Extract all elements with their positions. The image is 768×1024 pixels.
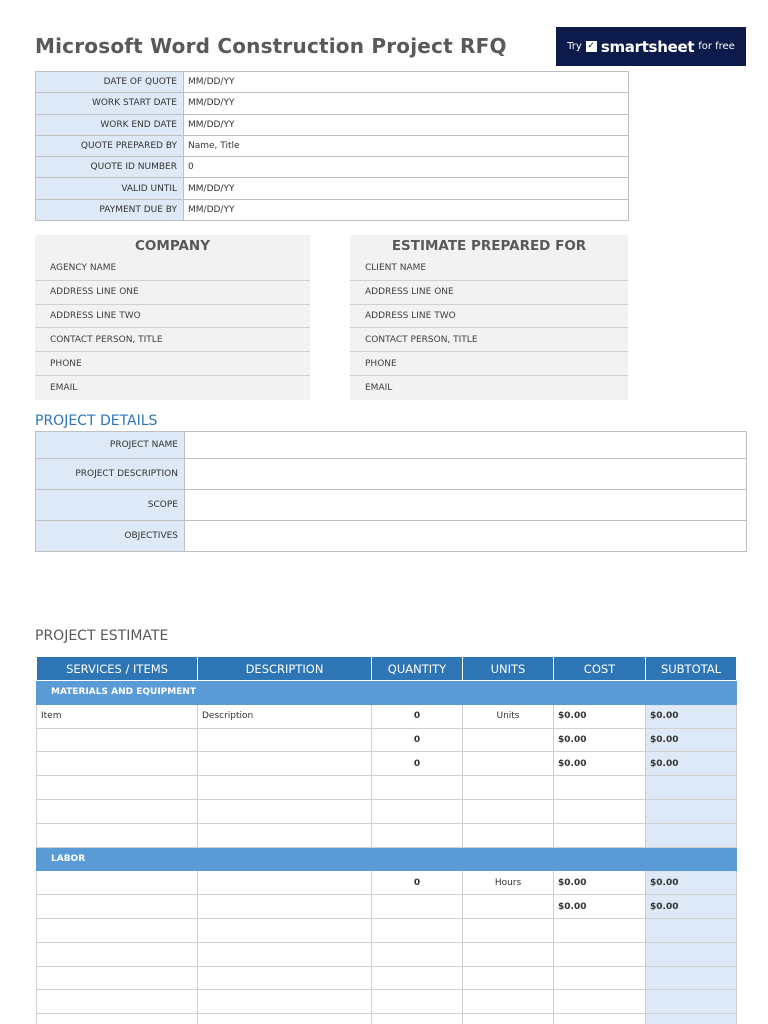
project-detail-row <box>36 459 747 490</box>
estimate-subtotal-cell[interactable] <box>646 799 737 823</box>
estimate-units-cell[interactable] <box>463 799 554 823</box>
quote-info-label: VALID UNTIL <box>36 178 184 199</box>
estimate-units-cell[interactable] <box>463 942 554 966</box>
estimate-cost-cell[interactable] <box>554 966 646 990</box>
project-detail-row <box>36 490 747 521</box>
estimate-quantity-cell[interactable]: 0 <box>372 728 463 752</box>
project-detail-value[interactable] <box>185 490 747 521</box>
estimate-quantity-cell[interactable]: 0 <box>372 704 463 728</box>
estimate-quantity-cell[interactable] <box>372 966 463 990</box>
estimate-item-cell[interactable] <box>37 895 198 919</box>
company-heading: COMPANY <box>135 238 210 254</box>
estimate-item-cell[interactable] <box>37 1014 198 1024</box>
estimate-section-row <box>37 847 737 871</box>
estimate-item-cell[interactable] <box>37 966 198 990</box>
estimate-subtotal-cell[interactable] <box>646 966 737 990</box>
estimate-item-cell[interactable] <box>37 942 198 966</box>
prepared-for-field[interactable]: PHONE <box>350 352 628 376</box>
quote-info-value[interactable]: MM/DD/YY <box>184 93 629 114</box>
estimate-section-label: LABOR <box>37 847 737 871</box>
estimate-row <box>37 776 737 800</box>
estimate-quantity-cell[interactable] <box>372 895 463 919</box>
project-estimate-heading: PROJECT ESTIMATE <box>35 628 169 644</box>
estimate-description-cell[interactable] <box>198 752 372 776</box>
quote-info-label: WORK END DATE <box>36 114 184 135</box>
banner-brand: smartsheet <box>600 37 695 56</box>
estimate-units-cell[interactable] <box>463 966 554 990</box>
project-detail-label: PROJECT DESCRIPTION <box>36 459 185 490</box>
prepared-for-field[interactable]: ADDRESS LINE TWO <box>350 305 628 329</box>
estimate-units-cell[interactable] <box>463 990 554 1014</box>
quote-info-value[interactable]: MM/DD/YY <box>184 114 629 135</box>
estimate-row <box>37 728 737 752</box>
estimate-subtotal-cell[interactable]: $0.00 <box>646 752 737 776</box>
estimate-row <box>37 799 737 823</box>
estimate-row <box>37 752 737 776</box>
estimate-quantity-cell[interactable] <box>372 942 463 966</box>
estimate-column-header: SERVICES / ITEMS <box>37 657 198 681</box>
quote-info-row <box>36 114 629 135</box>
estimate-units-cell[interactable] <box>463 823 554 847</box>
smartsheet-banner[interactable] <box>556 27 746 66</box>
page-title: Microsoft Word Construction Project RFQ <box>35 34 507 58</box>
project-detail-label: OBJECTIVES <box>36 521 185 552</box>
estimate-cost-cell[interactable]: $0.00 <box>554 752 646 776</box>
estimate-subtotal-cell[interactable] <box>646 776 737 800</box>
project-detail-value[interactable] <box>185 459 747 490</box>
estimate-cost-cell[interactable] <box>554 776 646 800</box>
estimate-description-cell[interactable] <box>198 966 372 990</box>
prepared-for-field[interactable]: EMAIL <box>365 382 393 393</box>
estimate-cost-cell[interactable] <box>554 823 646 847</box>
estimate-quantity-cell[interactable] <box>372 990 463 1014</box>
estimate-units-cell[interactable] <box>463 752 554 776</box>
estimate-units-cell[interactable]: Units <box>463 704 554 728</box>
estimate-column-header: SUBTOTAL <box>646 657 737 681</box>
quote-info-value[interactable]: Name, Title <box>184 135 629 156</box>
estimate-units-cell[interactable] <box>463 728 554 752</box>
estimate-subtotal-cell[interactable] <box>646 918 737 942</box>
prepared-for-field[interactable]: CLIENT NAME <box>350 257 628 281</box>
quote-info-value[interactable]: MM/DD/YY <box>184 199 629 220</box>
estimate-item-cell[interactable] <box>37 990 198 1014</box>
estimate-cost-cell[interactable] <box>554 799 646 823</box>
estimate-subtotal-cell[interactable] <box>646 990 737 1014</box>
estimate-cost-cell[interactable] <box>554 1014 646 1024</box>
banner-free-label: for free <box>698 41 735 52</box>
estimate-description-cell[interactable] <box>198 823 372 847</box>
project-detail-label: SCOPE <box>36 490 185 521</box>
estimate-section-row <box>37 681 737 705</box>
estimate-subtotal-cell[interactable]: $0.00 <box>646 895 737 919</box>
estimate-row <box>37 918 737 942</box>
quote-info-row <box>36 93 629 114</box>
estimate-units-cell[interactable]: Hours <box>463 871 554 895</box>
estimate-row <box>37 942 737 966</box>
estimate-row <box>37 871 737 895</box>
estimate-quantity-cell[interactable] <box>372 1014 463 1024</box>
estimate-column-header: QUANTITY <box>372 657 463 681</box>
estimate-quantity-cell[interactable]: 0 <box>372 752 463 776</box>
estimate-description-cell[interactable] <box>198 728 372 752</box>
estimate-quantity-cell[interactable] <box>372 918 463 942</box>
estimate-column-header: DESCRIPTION <box>198 657 372 681</box>
estimate-subtotal-cell[interactable]: $0.00 <box>646 728 737 752</box>
estimate-cost-cell[interactable] <box>554 990 646 1014</box>
estimate-item-cell[interactable] <box>37 752 198 776</box>
project-detail-row <box>36 432 747 459</box>
project-detail-value[interactable] <box>185 521 747 552</box>
estimate-row <box>37 1014 737 1024</box>
estimate-item-cell[interactable] <box>37 918 198 942</box>
estimate-quantity-cell[interactable] <box>372 776 463 800</box>
estimate-cost-cell[interactable]: $0.00 <box>554 728 646 752</box>
quote-info-label: DATE OF QUOTE <box>36 72 184 93</box>
estimate-description-cell[interactable] <box>198 990 372 1014</box>
prepared-for-field[interactable]: CONTACT PERSON, TITLE <box>350 328 628 352</box>
estimate-subtotal-cell[interactable] <box>646 1014 737 1024</box>
estimate-item-cell[interactable] <box>37 871 198 895</box>
prepared-for-block <box>350 235 628 400</box>
project-detail-value[interactable] <box>185 432 747 459</box>
company-field[interactable]: EMAIL <box>50 382 78 393</box>
quote-info-row <box>36 199 629 220</box>
estimate-row <box>37 895 737 919</box>
quote-info-row <box>36 72 629 93</box>
estimate-column-header: UNITS <box>463 657 554 681</box>
quote-info-value[interactable]: MM/DD/YY <box>184 178 629 199</box>
quote-info-row <box>36 157 629 178</box>
estimate-cost-cell[interactable] <box>554 942 646 966</box>
estimate-item-cell[interactable] <box>37 799 198 823</box>
quote-info-label: QUOTE ID NUMBER <box>36 157 184 178</box>
estimate-subtotal-cell[interactable]: $0.00 <box>646 871 737 895</box>
estimate-description-cell[interactable] <box>198 871 372 895</box>
company-field[interactable]: ADDRESS LINE ONE <box>35 281 310 305</box>
estimate-item-cell[interactable] <box>37 728 198 752</box>
estimate-item-cell[interactable]: Item <box>37 704 198 728</box>
company-field[interactable]: AGENCY NAME <box>35 257 310 281</box>
project-detail-label: PROJECT NAME <box>36 432 185 459</box>
checkmark-icon: ✓ <box>587 41 596 51</box>
quote-info-label: WORK START DATE <box>36 93 184 114</box>
estimate-description-cell[interactable]: Description <box>198 704 372 728</box>
estimate-cost-cell[interactable] <box>554 918 646 942</box>
quote-info-value[interactable]: 0 <box>184 157 629 178</box>
estimate-cost-cell[interactable]: $0.00 <box>554 871 646 895</box>
company-field[interactable]: CONTACT PERSON, TITLE <box>35 328 310 352</box>
project-details-heading: PROJECT DETAILS <box>35 413 158 429</box>
estimate-description-cell[interactable] <box>198 799 372 823</box>
quote-info-value[interactable]: MM/DD/YY <box>184 72 629 93</box>
estimate-section-label: MATERIALS AND EQUIPMENT <box>37 681 737 705</box>
company-block <box>35 235 310 400</box>
estimate-description-cell[interactable] <box>198 895 372 919</box>
estimate-cost-cell[interactable]: $0.00 <box>554 895 646 919</box>
estimate-description-cell[interactable] <box>198 918 372 942</box>
estimate-units-cell[interactable] <box>463 1014 554 1024</box>
project-details-table <box>35 431 747 552</box>
estimate-subtotal-cell[interactable] <box>646 942 737 966</box>
banner-try-label: Try <box>567 41 582 52</box>
estimate-row <box>37 990 737 1014</box>
company-field[interactable]: ADDRESS LINE TWO <box>35 305 310 329</box>
estimate-units-cell[interactable] <box>463 895 554 919</box>
estimate-subtotal-cell[interactable]: $0.00 <box>646 704 737 728</box>
quote-info-table <box>35 71 629 221</box>
prepared-for-field[interactable]: ADDRESS LINE ONE <box>350 281 628 305</box>
estimate-units-cell[interactable] <box>463 776 554 800</box>
estimate-row <box>37 704 737 728</box>
quote-info-label: QUOTE PREPARED BY <box>36 135 184 156</box>
company-field[interactable]: PHONE <box>35 352 310 376</box>
estimate-item-cell[interactable] <box>37 823 198 847</box>
estimate-row <box>37 966 737 990</box>
quote-info-row <box>36 178 629 199</box>
estimate-quantity-cell[interactable] <box>372 823 463 847</box>
estimate-table <box>36 656 737 1024</box>
estimate-description-cell[interactable] <box>198 776 372 800</box>
prepared-for-heading: ESTIMATE PREPARED FOR <box>391 238 587 254</box>
project-detail-row <box>36 521 747 552</box>
estimate-cost-cell[interactable]: $0.00 <box>554 704 646 728</box>
estimate-quantity-cell[interactable]: 0 <box>372 871 463 895</box>
estimate-description-cell[interactable] <box>198 1014 372 1024</box>
estimate-item-cell[interactable] <box>37 776 198 800</box>
estimate-row <box>37 823 737 847</box>
estimate-units-cell[interactable] <box>463 918 554 942</box>
estimate-subtotal-cell[interactable] <box>646 823 737 847</box>
estimate-description-cell[interactable] <box>198 942 372 966</box>
estimate-quantity-cell[interactable] <box>372 799 463 823</box>
estimate-column-header: COST <box>554 657 646 681</box>
quote-info-label: PAYMENT DUE BY <box>36 199 184 220</box>
quote-info-row <box>36 135 629 156</box>
